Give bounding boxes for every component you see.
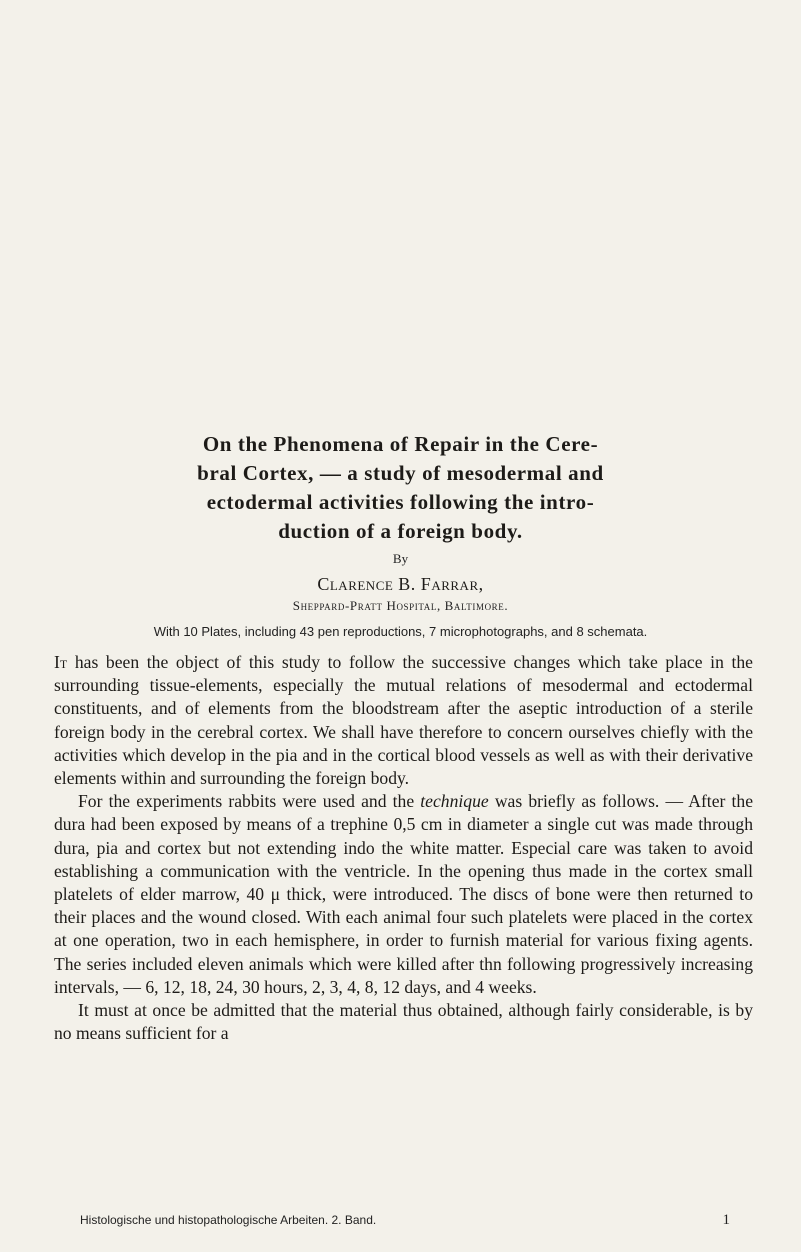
title-line: On the Phenomena of Repair in the Cere- xyxy=(202,432,599,456)
paragraph xyxy=(54,651,753,790)
author-affiliation: Sheppard-Pratt Hospital, Baltimore. xyxy=(292,598,509,613)
signature-mark: 1 xyxy=(722,1212,730,1228)
byline-label: By xyxy=(392,551,409,566)
article-title xyxy=(28,430,773,546)
title-line: ectodermal activities following the intro- xyxy=(206,490,595,514)
paragraph-text: For the experiments rabbits were used and the xyxy=(78,791,421,812)
paragraph-text: has been the object of this study to follow the successive changes which take place in the surrounding tissue-elements, especially the mutual relations of mesodermal and ectodermal constituents, and of elements from the bloodstream after the aseptic introduction of a sterile foreign body in the cerebral cortex. We shall have therefore to concern ourselves chiefly with the activities which develop in the pia and in the cortical blood vessels as well as with their derivative elements within and surrounding the foreign body. xyxy=(54,652,753,789)
author-name: Clarence B. Farrar, xyxy=(317,574,484,594)
paragraph-text: It must at once be admitted that the material thus obtained, although fairly considerable, is by no means sufficient for a xyxy=(54,1000,753,1044)
paragraph-opening: It xyxy=(54,652,68,672)
paragraph xyxy=(54,999,753,1045)
paragraph xyxy=(54,790,753,999)
paragraph-text: was briefly as follows. — After the dura had been exposed by means of a trephine 0,5 cm in diameter a single cut was made through dura, pia and cortex but not extending indo the white matter. Especial care was taken to avoid establishing a communication with the ventricle. In the opening thus made in the cortex small platelets of elder marrow, 40 μ thick, were introduced. The discs of bone were then returned to their places and the wound closed. With each animal four such platelets were placed in the cortex at one operation, two in each hemisphere, in order to furnish material for various fixing agents. The series included eleven animals which were killed after thn following progressively increasing intervals, — 6, 12, 18, 24, 30 hours, 2, 3, 4, 8, 12 days, and 4 weeks. xyxy=(54,791,753,997)
emphasis-text: technique xyxy=(420,791,489,812)
title-line: duction of a foreign body. xyxy=(278,519,523,543)
title-line: bral Cortex, — a study of mesodermal and xyxy=(197,461,604,485)
plates-note: With 10 Plates, including 43 pen reproductions, 7 microphotographs, and 8 schemata. xyxy=(153,624,648,639)
journal-citation: Histologische und histopathologische Arbeiten. 2. Band. xyxy=(80,1213,377,1227)
article-body xyxy=(54,651,753,1045)
